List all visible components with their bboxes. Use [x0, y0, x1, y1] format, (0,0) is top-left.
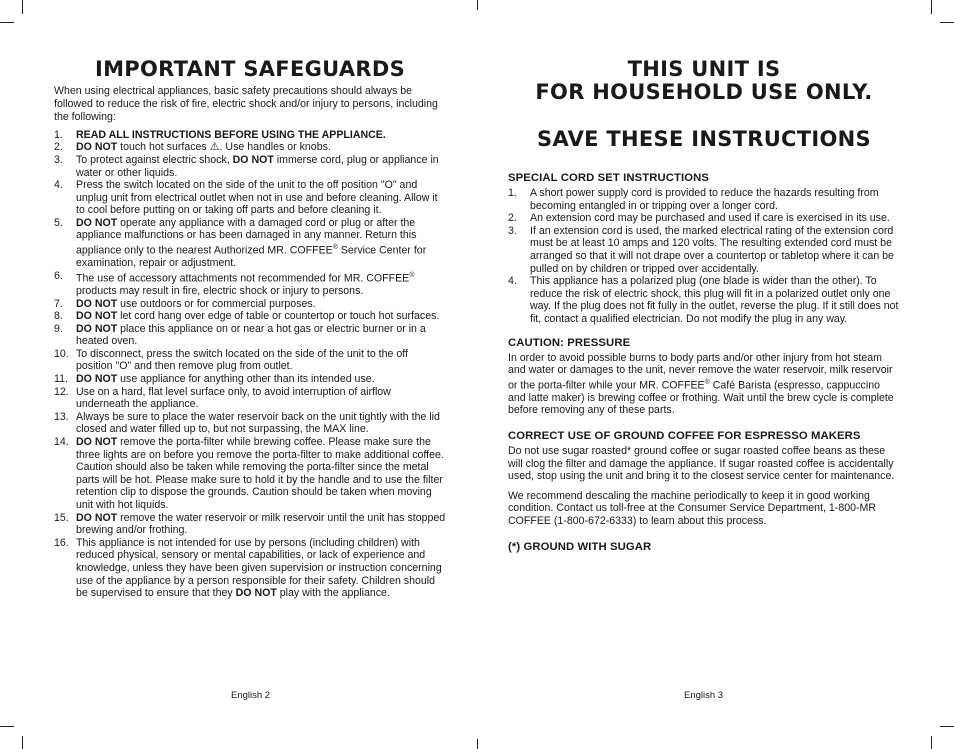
- safeguards-intro: When using electrical appliances, basic safety precautions should always be followed to reduce the risk of fire, electric shock and/or injury to persons, including the following:: [54, 85, 438, 123]
- list-item-number: 16.: [54, 536, 69, 549]
- text-segment: If an extension cord is used, the marked electrical rating of the extension cord must be at least 10 amps and 120 volts. The resulting extended cord must be arranged so that it will not drape over a countertop or tabletop where it can be pulled on by children or tripped over accidentally.: [530, 224, 894, 275]
- text-segment: immerse cord, plug or appliance in water or other liquids.: [76, 153, 439, 179]
- text-segment: place this appliance on or near a hot gas or electric burner or in a heated oven.: [76, 322, 426, 348]
- list-item: [54, 348, 446, 373]
- list-item: [508, 187, 900, 212]
- list-item: [54, 310, 446, 323]
- list-item-number: 8.: [54, 310, 63, 323]
- page-number-left: English 2: [231, 690, 271, 701]
- emphasis-text: DO NOT: [232, 153, 274, 166]
- list-item: [54, 141, 446, 154]
- list-item-number: 10.: [54, 347, 69, 360]
- text-segment: An extension cord may be purchased and used if care is exercised in its use.: [530, 212, 890, 225]
- emphasis-text: DO NOT: [76, 310, 118, 323]
- list-item: [54, 512, 446, 537]
- crop-mark: [477, 739, 478, 749]
- emphasis-text: DO NOT: [76, 373, 118, 386]
- list-item: [54, 217, 446, 270]
- text-segment: play with the appliance.: [276, 587, 390, 600]
- caution-text: [508, 352, 900, 418]
- list-item: [54, 323, 446, 348]
- list-item-number: 1.: [508, 187, 517, 199]
- descale-text: We recommend descaling the machine periodically to keep it in good working condition. Contact us toll-free at the Consumer Service Department, 1-800-MR COFFEE (1-800-672-6333) to learn about this process.: [508, 489, 877, 527]
- text-segment: use outdoors or for commercial purposes.: [117, 297, 316, 310]
- text-segment: To protect against electric shock,: [76, 153, 233, 166]
- text-segment: operate any appliance with a damaged cord or plug or after the appliance malfunctions or has been damaged in any manner. Return this appliance only to the nearest Authorized MR. COFFEE: [76, 216, 417, 257]
- emphasis-text: DO NOT: [235, 587, 277, 600]
- household-title-line1: THIS UNIT IS: [627, 57, 781, 81]
- crop-mark: [22, 0, 23, 14]
- list-item: [508, 275, 900, 325]
- list-item-number: 11.: [54, 373, 68, 386]
- text-segment: Use on a hard, flat level surface only, to avoid interruption of airflow underneath the appliance.: [76, 385, 391, 411]
- save-instructions-title: SAVE THESE INSTRUCTIONS: [537, 127, 871, 151]
- household-title-line2: FOR HOUSEHOLD USE ONLY.: [535, 80, 873, 104]
- registered-mark: ®: [704, 378, 710, 386]
- list-item-number: 13.: [54, 410, 69, 423]
- emphasis-text: READ ALL INSTRUCTIONS BEFORE USING THE APPLIANCE.: [76, 128, 386, 141]
- crop-mark: [931, 0, 932, 14]
- list-item: [54, 179, 446, 217]
- registered-mark: ®: [332, 244, 338, 252]
- list-item: [54, 298, 446, 311]
- text-segment: touch hot surfaces: [117, 141, 210, 154]
- crop-mark: [22, 736, 23, 749]
- list-item: [54, 129, 446, 142]
- text-segment: Service Center for examination, repair or adjustment.: [76, 244, 427, 270]
- text-segment: A short power supply cord is provided to reduce the hazards resulting from becoming entangled in or tripping over a longer cord.: [530, 187, 879, 212]
- crop-mark: [940, 726, 954, 727]
- crop-mark: [0, 726, 14, 727]
- text-segment: To disconnect, press the switch located on the side of the unit to the off position "O" and then remove plug from outlet.: [76, 347, 408, 373]
- emphasis-text: DO NOT: [76, 141, 118, 154]
- list-item-number: 14.: [54, 436, 69, 449]
- list-item-number: 4.: [508, 275, 517, 288]
- list-item: [54, 154, 446, 179]
- text-segment: Café Barista (espresso, cappuccino and latte maker) is brewing coffee or frothing. Wait until the brew cycle is complete before removing any of these parts.: [508, 379, 894, 417]
- text-segment: Press the switch located on the side of the unit to the off position "O" and unplug unit from electrical outlet when not in use and before cleaning. Allow it to cool before putting on or taking off parts and before cleaning it.: [76, 179, 438, 217]
- list-item-number: 5.: [54, 216, 63, 229]
- list-item: [54, 373, 446, 386]
- list-item-number: 9.: [54, 322, 63, 335]
- text-segment: Always be sure to place the water reservoir back on the unit tightly with the lid closed and water filled up to, but not surpassing, the MAX line.: [76, 410, 440, 436]
- list-item: [54, 386, 446, 411]
- emphasis-text: DO NOT: [76, 511, 118, 524]
- safeguards-title: IMPORTANT SAFEGUARDS: [94, 57, 406, 81]
- cord-heading: SPECIAL CORD SET INSTRUCTIONS: [508, 172, 710, 184]
- list-item: [54, 537, 446, 600]
- text-segment: products may result in fire, electric shock or injury to persons.: [76, 284, 364, 297]
- safeguards-list: [54, 129, 446, 600]
- list-item-number: 1.: [54, 128, 63, 141]
- text-segment: remove the porta-filter while brewing coffee. Please make sure the three lights are on before you remove the porta-filter to make additional coffee. Caution should also be taken while removing the porta-filter since the metal parts will be hot. Please make sure to hold it by the handle and to use the filter retention clip to dispose the grounds. Caution should be taken when moving unit with hot liquids.: [76, 436, 444, 511]
- emphasis-text: DO NOT: [76, 436, 118, 449]
- ground-coffee-heading: CORRECT USE OF GROUND COFFEE FOR ESPRESSO MAKERS: [508, 430, 861, 443]
- cord-instructions-list: [508, 187, 900, 326]
- list-item-number: 2.: [54, 141, 63, 154]
- list-item-number: 3.: [54, 153, 63, 166]
- list-item-number: 2.: [508, 212, 517, 225]
- hot-surface-warning-icon: ⚠: [209, 141, 220, 154]
- text-segment: The use of accessory attachments not recommended for MR. COFFEE: [76, 272, 410, 285]
- emphasis-text: DO NOT: [76, 216, 118, 229]
- text-segment: use appliance for anything other than its intended use.: [117, 373, 375, 386]
- text-segment: remove the water reservoir or milk reservoir until the unit has stopped brewing and/or frothing.: [76, 511, 446, 537]
- list-item-number: 7.: [54, 297, 63, 310]
- list-item: [508, 212, 900, 225]
- crop-mark: [940, 22, 954, 23]
- crop-mark: [477, 0, 478, 10]
- list-item: [508, 225, 900, 275]
- caution-heading: CAUTION: PRESSURE: [508, 336, 631, 349]
- left-page: [54, 0, 446, 600]
- list-item: [54, 436, 446, 512]
- list-item-number: 6.: [54, 269, 63, 282]
- crop-mark: [931, 736, 932, 749]
- text-segment: . Use handles or knobs.: [219, 141, 331, 154]
- text-segment: let cord hang over edge of table or countertop or touch hot surfaces.: [117, 310, 440, 323]
- emphasis-text: DO NOT: [76, 297, 118, 310]
- text-segment: This appliance is not intended for use by persons (including children) with reduced physical, sensory or mental capabilities, or lack of experience and knowledge, unless they have been given supervision or instruction concerning use of the appliance by a person responsible for their safety. Children should be supervised to ensure that they: [76, 536, 442, 600]
- registered-mark: ®: [409, 271, 415, 279]
- ground-coffee-text: Do not use sugar roasted* ground coffee or sugar roasted coffee beans as these will clog the filter and damage the appliance. If sugar roasted coffee is accidentally used, stop using the unit and bring it to the closest service center for maintenance.: [508, 445, 895, 483]
- list-item-number: 4.: [54, 179, 63, 192]
- text-segment: In order to avoid possible burns to body parts and/or other injury from hot steam and water or damages to the unit, never remove the water reservoir, milk reservoir or the porta-filter while your MR. COFFEE: [508, 351, 893, 392]
- page-number-right: English 3: [684, 690, 724, 701]
- list-item-number: 15.: [54, 511, 69, 524]
- list-item-number: 3.: [508, 224, 517, 237]
- emphasis-text: DO NOT: [76, 322, 118, 335]
- text-segment: This appliance has a polarized plug (one blade is wider than the other). To reduce the risk of electric shock, this plug will fit in a polarized outlet only one way. If the plug does not fit fully in the outlet, reverse the plug. If it still does not fit, contact a qualified electrician. Do not modify the plug in any way.: [530, 275, 899, 325]
- list-item: [54, 411, 446, 436]
- right-page: [508, 0, 900, 553]
- list-item: [54, 270, 446, 298]
- crop-mark: [0, 22, 14, 23]
- list-item-number: 12.: [54, 385, 69, 398]
- sugar-footnote: (*) GROUND WITH SUGAR: [508, 540, 652, 553]
